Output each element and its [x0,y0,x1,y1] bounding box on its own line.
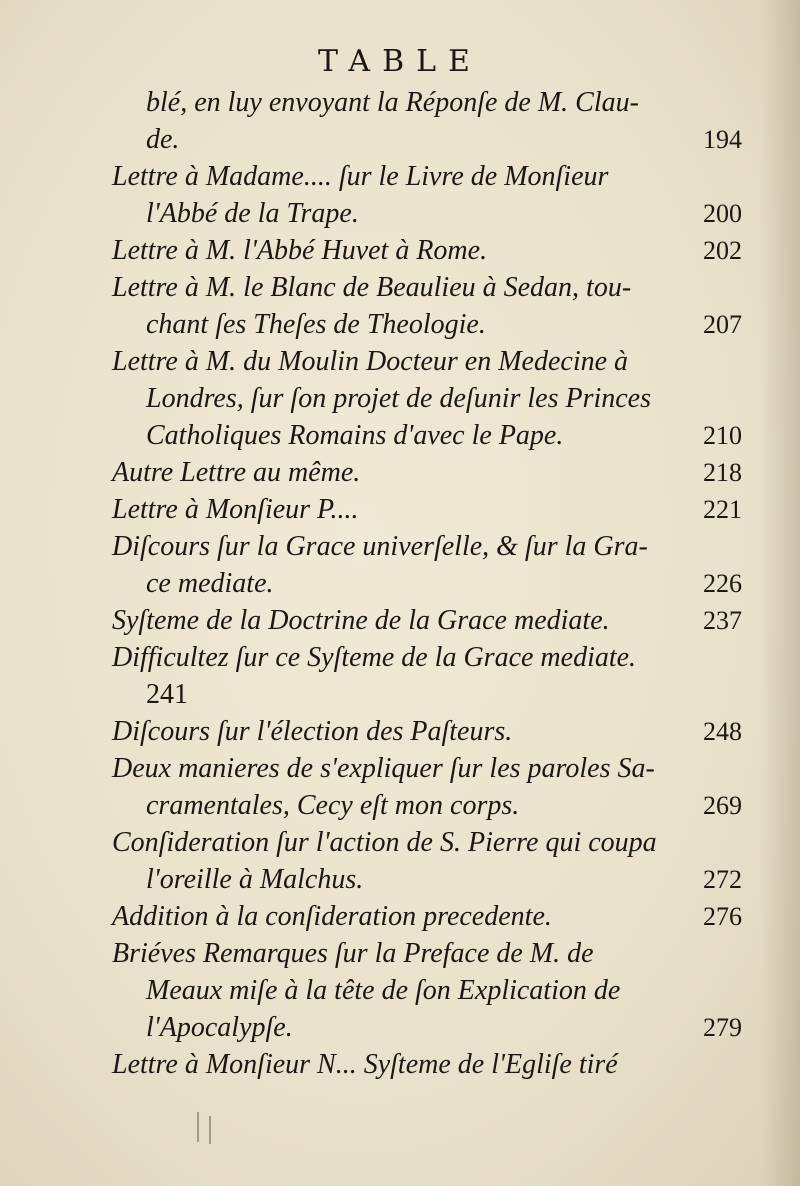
toc-line [100,1046,760,1083]
toc-line [100,380,760,417]
toc-entry-text: l'Apocalypſe. [146,1012,293,1043]
toc-page-number: 276 [703,902,742,931]
toc-entry-text: cramentales, Cecy eſt mon corps. [146,790,520,821]
toc-line [100,565,760,602]
toc-entry-text: Londres, ſur ſon projet de deſunir les Princes [146,383,651,414]
running-header: TABLE [318,44,482,79]
toc-entry-text: 241 [146,679,188,710]
toc-line [100,454,760,491]
toc-entry-text: Lettre à M. le Blanc de Beaulieu à Sedan, tou- [112,272,632,303]
toc-page-number: 194 [703,125,742,154]
toc-entry-text: Lettre à M. l'Abbé Huvet à Rome. [112,235,488,266]
toc-entry-text: Lettre à Madame.... ſur le Livre de Monſieur [112,161,609,192]
toc-entry-text: chant ſes Theſes de Theologie. [146,309,486,340]
toc-page-number: 210 [703,421,742,450]
toc-line [100,713,760,750]
toc-entry-text: Addition à la conſideration precedente. [112,901,552,932]
toc-line [100,676,760,713]
bleed-through-icon [190,1108,220,1148]
toc-line [100,639,760,676]
show-through-marks [190,1108,220,1148]
table-of-contents [100,84,760,1083]
toc-entry-text: Lettre à M. du Moulin Docteur en Medecine à [112,346,629,377]
toc-page-number: 221 [703,495,742,524]
toc-line [100,491,760,528]
toc-line [100,602,760,639]
toc-line [100,787,760,824]
toc-line [100,750,760,787]
toc-entry-text: ce mediate. [146,568,274,599]
toc-entry-text: Lettre à Monſieur P.... [112,494,359,525]
toc-line [100,528,760,565]
toc-line [100,306,760,343]
toc-entry-text: Meaux miſe à la tête de ſon Explication de [146,975,621,1006]
toc-page-number: 202 [703,236,742,265]
toc-page-number: 226 [703,569,742,598]
toc-line [100,84,760,121]
toc-page-number: 272 [703,865,742,894]
toc-line [100,935,760,972]
toc-entry-text: Catholiques Romains d'avec le Pape. [146,420,564,451]
toc-entry-text: l'Abbé de la Trape. [146,198,359,229]
toc-line [100,1009,760,1046]
toc-entry-text: Autre Lettre au même. [112,457,361,488]
toc-entry-text: blé, en luy envoyant la Réponſe de M. Clau- [146,87,639,118]
toc-line [100,861,760,898]
toc-page-number: 279 [703,1013,742,1042]
toc-page-number: 269 [703,791,742,820]
toc-entry-text: Deux manieres de s'expliquer ſur les paroles Sa- [112,753,655,784]
toc-entry-text: de. [146,124,180,155]
toc-page-number: 200 [703,199,742,228]
toc-line [100,824,760,861]
toc-entry-text: Difficultez ſur ce Syſteme de la Grace mediate. [112,642,637,673]
toc-page-number: 218 [703,458,742,487]
toc-line [100,898,760,935]
toc-page-number: 248 [703,717,742,746]
toc-line [100,158,760,195]
toc-line [100,343,760,380]
toc-entry-text: Conſideration ſur l'action de S. Pierre qui coupa [112,827,657,858]
toc-entry-text: Briéves Remarques ſur la Preface de M. de [112,938,594,969]
toc-line [100,417,760,454]
toc-entry-text: Diſcours ſur l'élection des Paſteurs. [112,716,513,747]
toc-page-number: 237 [703,606,742,635]
toc-line [100,195,760,232]
toc-entry-text: Diſcours ſur la Grace univerſelle, & ſur la Gra- [112,531,648,562]
toc-entry-text: Syſteme de la Doctrine de la Grace mediate. [112,605,610,636]
toc-line [100,121,760,158]
page-edge-shadow [760,0,800,1186]
toc-line [100,232,760,269]
toc-line [100,972,760,1009]
toc-page-number: 207 [703,310,742,339]
toc-entry-text: l'oreille à Malchus. [146,864,364,895]
toc-line [100,269,760,306]
toc-entry-text: Lettre à Monſieur N... Syſteme de l'Egliſe tiré [112,1049,618,1080]
